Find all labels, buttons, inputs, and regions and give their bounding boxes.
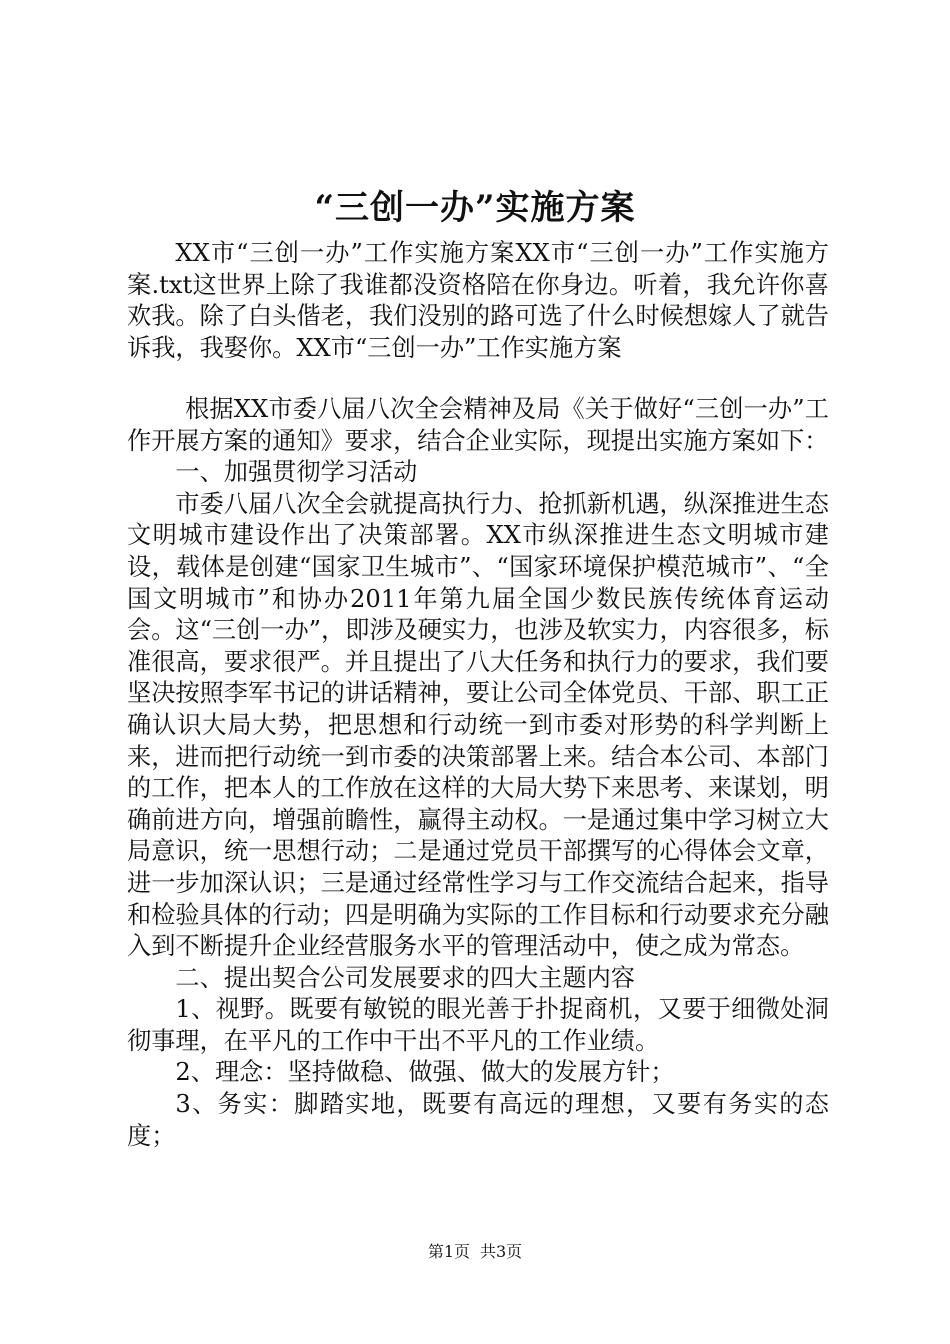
list-item: 3、务实：脚踏实地，既要有高远的理想，又要有务实的态度； — [127, 1090, 829, 1150]
page-number: 第1页 — [427, 1242, 470, 1261]
section-heading: 二、提出契合公司发展要求的四大主题内容 — [175, 963, 635, 992]
page-footer — [0, 1240, 950, 1264]
paragraph: XX市“三创一办”工作实施方案XX市“三创一办”工作实施方案.txt这世界上除了我谁都没资格陪在你身边。听着，我允许你喜欢我。除了白头偕老，我们没别的路可选了什么时候想嫁人了就告诉我，我娶你。XX市“三创一办”工作实施方案 — [127, 239, 829, 362]
intro-text-block — [127, 238, 829, 364]
page-total: 共3页 — [480, 1242, 523, 1261]
paragraph: 根据XX市委八届八次全会精神及局《关于做好“三创一办”工作开展方案的通知》要求，结合企业实际，现提出实施方案如下： — [127, 395, 829, 455]
paragraph: 市委八届八次全会就提高执行力、抢抓新机遇，纵深推进生态文明城市建设作出了决策部署。XX市纵深推进生态文明城市建设，载体是创建“国家卫生城市”、“国家环境保护模范城市”、“全国文明城市”和协办2011年第九届全国少数民族传统体育运动会。这“三创一办”，即涉及硬实力，也涉及软实力，内容很多，标准很高，要求很严。并且提出了八大任务和执行力的要求，我们要坚决按照李军书记的讲话精神，要让公司全体党员、干部、职工正确认识大局大势，把思想和行动统一到市委对形势的科学判断上来，进而把行动统一到市委的决策部署上来。结合本公司、本部门的工作，把本人的工作放在这样的大局大势下来思考、来谋划，明确前进方向，增强前瞻性，赢得主动权。一是通过集中学习树立大局意识，统一思想行动；二是通过党员干部撰写的心得体会文章，进一步加深认识；三是通过经常性学习与工作交流结合起来，指导和检验具体的行动；四是明确为实际的工作目标和行动要求充分融入到不断提升企业经营服务水平的管理活动中，使之成为常态。 — [127, 489, 829, 961]
section-heading: 一、加强贯彻学习活动 — [175, 458, 418, 487]
document-title: “三创一办”实施方案 — [314, 188, 636, 228]
main-text-block — [127, 394, 829, 1152]
list-item: 2、理念：坚持做稳、做强、做大的发展方针； — [175, 1058, 675, 1087]
list-item: 1、视野。既要有敏锐的眼光善于扑捉商机，又要于细微处洞彻事理，在平凡的工作中干出不平凡的工作业绩。 — [127, 995, 829, 1055]
